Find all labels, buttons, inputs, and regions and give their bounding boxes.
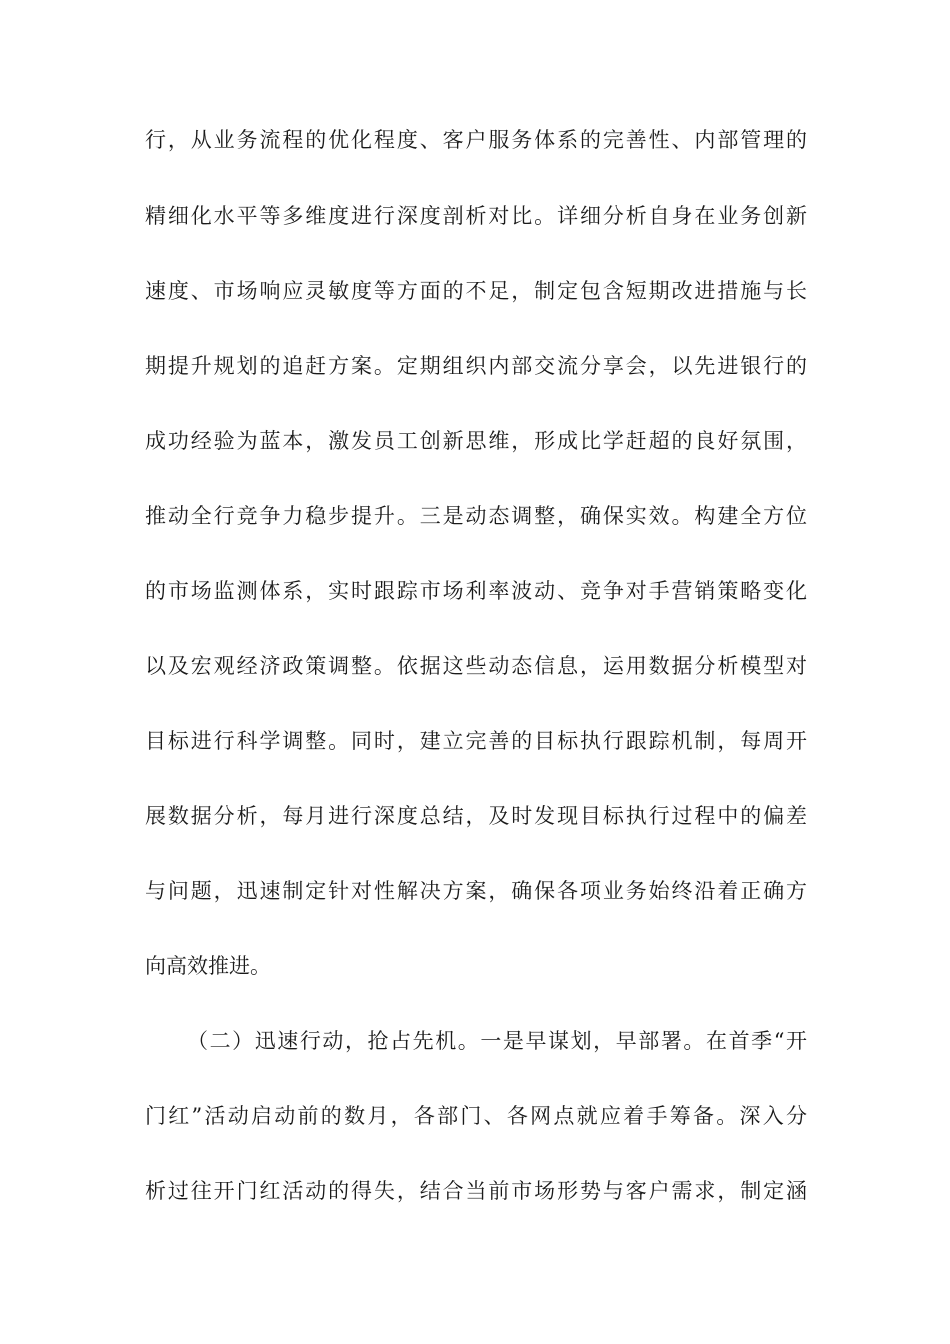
text-line: 行，从业务流程的优化程度、客户服务体系的完善性、内部管理的 bbox=[145, 128, 807, 152]
text-line: 速度、市场响应灵敏度等方面的不足，制定包含短期改进措施与长 bbox=[145, 279, 807, 303]
section-heading-line: （二）迅速行动，抢占先机。一是早谋划，早部署。在首季“开 bbox=[187, 1029, 807, 1053]
text-line: 展数据分析，每月进行深度总结，及时发现目标执行过程中的偏差 bbox=[145, 804, 807, 828]
text-line: 精细化水平等多维度进行深度剖析对比。详细分析自身在业务创新 bbox=[145, 204, 807, 228]
text-line: 向高效推进。 bbox=[145, 954, 271, 978]
text-line: 析过往开门红活动的得失，结合当前市场形势与客户需求，制定涵 bbox=[145, 1179, 807, 1203]
text-line: 以及宏观经济政策调整。依据这些动态信息，运用数据分析模型对 bbox=[145, 654, 807, 678]
text-line: 期提升规划的追赶方案。定期组织内部交流分享会，以先进银行的 bbox=[145, 354, 807, 378]
text-line: 与问题，迅速制定针对性解决方案，确保各项业务始终沿着正确方 bbox=[145, 879, 807, 903]
text-line: 推动全行竞争力稳步提升。三是动态调整，确保实效。构建全方位 bbox=[145, 504, 807, 528]
text-line: 门红”活动启动前的数月，各部门、各网点就应着手筹备。深入分 bbox=[145, 1104, 807, 1128]
text-line: 的市场监测体系，实时跟踪市场利率波动、竞争对手营销策略变化 bbox=[145, 579, 807, 603]
text-line: 目标进行科学调整。同时，建立完善的目标执行跟踪机制，每周开 bbox=[145, 729, 807, 753]
text-line: 成功经验为蓝本，激发员工创新思维，形成比学赶超的良好氛围， bbox=[145, 429, 807, 453]
